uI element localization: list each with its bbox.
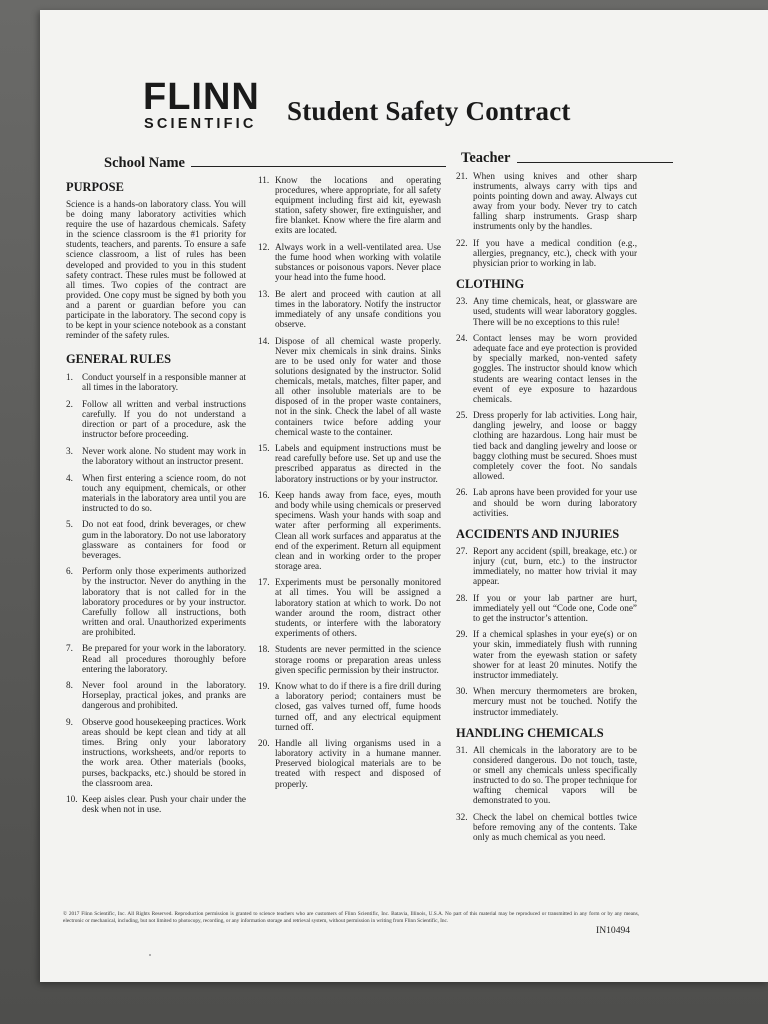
column-3 bbox=[456, 171, 637, 848]
teacher-label: Teacher bbox=[461, 150, 511, 166]
flinn-scientific-logo bbox=[143, 78, 260, 132]
rule-3: 3. Never work alone. No student may work in the laboratory without an instructor present. bbox=[66, 445, 246, 466]
document-code: IN10494 bbox=[596, 925, 631, 936]
school-name-line bbox=[191, 166, 446, 167]
logo-flinn: FLINN bbox=[143, 76, 260, 118]
rule-27: 27. Report any accident (spill, breakage, etc.) or injury (cut, burn, etc.) to the instructor immediately, no matter how trivial it may appear. bbox=[456, 545, 637, 586]
rule-2: 2. Follow all written and verbal instructions carefully. If you do not understand a direction or part of a procedure, ask the instructor before proceeding. bbox=[66, 399, 246, 440]
rule-11: 11. Know the locations and operating procedures, where appropriate, for all safety equipment including first aid kit, eyewash station, safety shower, fire extinguisher, and fire blanket. Know where the fire alarm and exits are located. bbox=[258, 175, 441, 236]
rule-18: 18. Students are never permitted in the science storage rooms or preparation areas unless given specific permission by their instructor. bbox=[258, 644, 441, 675]
rule-13: 13. Be alert and proceed with caution at all times in the laboratory. Notify the instructor immediately of any unsafe conditions you observe. bbox=[258, 288, 441, 330]
column-2 bbox=[258, 175, 441, 795]
rule-8: 8. Never fool around in the laboratory. Horseplay, practical jokes, and pranks are dangerous and prohibited. bbox=[66, 680, 246, 711]
rule-15: 15. Labels and equipment instructions must be read carefully before use. Set up and use the prescribed apparatus as directed in the laboratory instructions or by your instructor. bbox=[258, 443, 441, 484]
rule-24: 24. Contact lenses may be worn provided adequate face and eye protection is provided by specially marked, non-vented safety goggles. The instructor should know which students are wearing contact lenses in the event of eye exposure to hazardous chemicals. bbox=[456, 333, 637, 404]
rule-19: 19. Know what to do if there is a fire drill during a laboratory period; containers must be closed, gas valves turned off, fume hoods turned off, and any electrical equipment turned off. bbox=[258, 681, 441, 732]
rule-1: 1. Conduct yourself in a responsible manner at all times in the laboratory. bbox=[66, 372, 246, 393]
rule-14: 14. Dispose of all chemical waste properly. Never mix chemicals in sink drains. Sinks are to be used only for water and those solutions designated by the instructor. Solid chemicals, metals, matches, filter paper, and all other insoluble materials are to be disposed of in the proper waste containers, not in the sink. Check the label of all waste containers twice before adding your chemical waste to the container. bbox=[258, 335, 441, 437]
rule-32: 32. Check the label on chemical bottles twice before removing any of the contents. Take only as much chemical as you need. bbox=[456, 811, 637, 842]
rule-30: 30. When mercury thermometers are broken, mercury must not be touched. Notify the instructor immediately. bbox=[456, 686, 637, 717]
school-name-label: School Name bbox=[104, 155, 185, 171]
clothing-heading: CLOTHING bbox=[456, 277, 525, 292]
rule-10: 10. Keep aisles clear. Push your chair under the desk when not in use. bbox=[66, 794, 246, 815]
rule-23: 23. Any time chemicals, heat, or glassware are used, students will wear laboratory goggles. There will be no exceptions to this rule! bbox=[456, 296, 637, 327]
rule-12: 12. Always work in a well-ventilated area. Use the fume hood when working with volatile substances or poisonous vapors. Never place your head into the fume hood. bbox=[258, 242, 441, 283]
rule-21: 21. When using knives and other sharp instruments, always carry with tips and points pointing down and away. Always cut away from your body. Never try to catch falling sharp instruments. Grasp sharp instruments only by the handles. bbox=[456, 171, 637, 232]
purpose-heading: PURPOSE bbox=[66, 180, 124, 194]
copyright-notice: © 2017 Flinn Scientific, Inc. All Rights Reserved. Reproduction permission is granted to science teachers who are customers of Flinn Scientific, Inc. Batavia, Illinois, U.S.A. No part of this material may be reproduced or transmitted in any form or by any means, electronic or mechanical, including, but not limited to photocopy, recording, or any information storage and retrieval system, without permission in writing from Flinn Scientific, Inc. bbox=[63, 911, 639, 925]
rule-29: 29. If a chemical splashes in your eye(s) or on your skin, immediately flush with running water from the eyewash station or safety shower for at least 20 minutes. Notify the instructor immediately. bbox=[456, 629, 637, 680]
rule-16: 16. Keep hands away from face, eyes, mouth and body while using chemicals or preserved specimens. Wash your hands with soap and water after performing all experiments. Clean all work surfaces and apparatus at the end of the experiment. Return all equipment clean and in working order to the proper storage area. bbox=[258, 490, 441, 571]
paper-speck bbox=[149, 954, 151, 956]
rule-31: 31. All chemicals in the laboratory are to be considered dangerous. Do not touch, taste, or smell any chemicals unless specifically instructed to do so. The proper technique for wafting chemical vapors will be demonstrated to you. bbox=[456, 744, 637, 806]
rule-26: 26. Lab aprons have been provided for your use and should be worn during laboratory activities. bbox=[456, 487, 637, 518]
accidents-heading: ACCIDENTS AND INJURIES bbox=[456, 526, 620, 541]
rule-22: 22. If you have a medical condition (e.g., allergies, pregnancy, etc.), check with your physician prior to working in lab. bbox=[456, 238, 637, 269]
teacher-line bbox=[517, 162, 673, 163]
rule-28: 28. If you or your lab partner are hurt, immediately yell out “Code one, Code one” to get the instructor’s attention. bbox=[456, 592, 637, 623]
rule-17: 17. Experiments must be personally monitored at all times. You will be assigned a laboratory station at which to work. Do not wander around the room, distract other students, or interfere with the laboratory experiments of others. bbox=[258, 577, 441, 638]
rule-4: 4. When first entering a science room, do not touch any equipment, chemicals, or other materials in the laboratory area until you are instructed to do so. bbox=[66, 472, 246, 513]
rule-7: 7. Be prepared for your work in the laboratory. Read all procedures thoroughly before entering the laboratory. bbox=[66, 643, 246, 674]
purpose-text: Science is a hands-on laboratory class. You will be doing many laboratory activities which require the use of hazardous chemicals. Safety in the science classroom is the #1 priority for students, teachers, and parents. To ensure a safe science classroom, a list of rules has been developed and provided to you in this student safety contract. These rules must be followed at all times. Two copies of the contract are provided. One copy must be signed by both you and a parent or guardian before you can participate in the laboratory. The second copy is to be kept in your science notebook as a constant reminder of the safety rules. bbox=[66, 199, 246, 341]
rule-5: 5. Do not eat food, drink beverages, or chew gum in the laboratory. Do not use laboratory glassware as containers for food or beverages. bbox=[66, 519, 246, 560]
column-1 bbox=[66, 180, 246, 821]
rule-20: 20. Handle all living organisms used in a laboratory activity in a humane manner. Preserved biological materials are to be treated with respect and disposed of properly. bbox=[258, 738, 441, 789]
logo-scientific: SCIENTIFIC bbox=[144, 116, 257, 132]
rule-25: 25. Dress properly for lab activities. Long hair, dangling jewelry, and loose or baggy clothing are hazardous. Long hair must be tied back and dangling jewelry and loose or baggy clothing must be secured. Shoes must completely cover the foot. No sandals allowed. bbox=[456, 410, 637, 481]
rule-6: 6. Perform only those experiments authorized by the instructor. Never do anything in the laboratory that is not called for in the laboratory procedures or by your instructor. Carefully follow all instructions, both written and oral. Unauthorized experiments are prohibited. bbox=[66, 566, 246, 637]
page-title: Student Safety Contract bbox=[287, 96, 571, 126]
rule-9: 9. Observe good housekeeping practices. Work areas should be kept clean and tidy at all times. Bring only your laboratory instructions, worksheets, and/or reports to the work area. Other materials (books, purses, backpacks, etc.) should be stored in the classroom area. bbox=[66, 717, 246, 788]
general-rules-heading: GENERAL RULES bbox=[66, 352, 172, 367]
handling-chemicals-heading: HANDLING CHEMICALS bbox=[456, 725, 604, 740]
